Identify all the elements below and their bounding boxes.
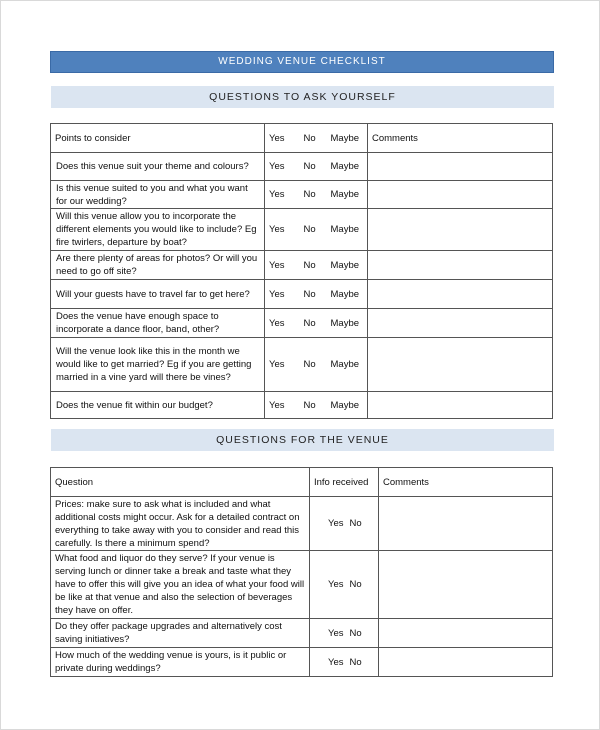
maybe-option[interactable]: Maybe (327, 280, 368, 309)
no-option[interactable]: No (300, 153, 327, 181)
maybe-option[interactable]: Maybe (327, 309, 368, 338)
question-cell: Does the venue fit within our budget? (51, 392, 265, 419)
table-row (51, 497, 553, 551)
no-option[interactable]: No (346, 619, 379, 648)
maybe-option[interactable]: Maybe (327, 251, 368, 280)
question-cell: Do they offer package upgrades and alternatively cost saving initiatives? (51, 619, 310, 648)
table-row (51, 181, 553, 209)
comments-cell[interactable] (368, 392, 553, 419)
comments-cell[interactable] (368, 181, 553, 209)
maybe-option[interactable]: Maybe (327, 181, 368, 209)
maybe-option[interactable]: Maybe (327, 392, 368, 419)
yes-option[interactable]: Yes (310, 497, 346, 551)
table-row (51, 551, 553, 619)
yes-option[interactable]: Yes (265, 338, 300, 392)
column-header-info-received: Info received (310, 468, 379, 497)
yes-option[interactable]: Yes (265, 251, 300, 280)
table-row (51, 648, 553, 677)
yes-option[interactable]: Yes (310, 551, 346, 619)
comments-cell[interactable] (379, 648, 553, 677)
no-option[interactable]: No (346, 497, 379, 551)
comments-cell[interactable] (368, 280, 553, 309)
column-header-question: Question (51, 468, 310, 497)
table-row (51, 392, 553, 419)
yes-option[interactable]: Yes (265, 280, 300, 309)
no-option[interactable]: No (300, 181, 327, 209)
column-header-no: No (300, 124, 327, 153)
no-option[interactable]: No (346, 551, 379, 619)
question-cell: Will your guests have to travel far to get here? (51, 280, 265, 309)
table-row (51, 619, 553, 648)
comments-cell[interactable] (368, 309, 553, 338)
no-option[interactable]: No (300, 309, 327, 338)
column-header-maybe: Maybe (327, 124, 368, 153)
section-heading-yourself: QUESTIONS TO ASK YOURSELF (51, 86, 554, 108)
yes-option[interactable]: Yes (265, 181, 300, 209)
table-header-row (51, 124, 553, 153)
table-header-row (51, 468, 553, 497)
question-cell: Is this venue suited to you and what you want for our wedding? (51, 181, 265, 209)
yes-option[interactable]: Yes (265, 153, 300, 181)
question-cell: Does the venue have enough space to incorporate a dance floor, band, other? (51, 309, 265, 338)
column-header-comments: Comments (368, 124, 553, 153)
comments-cell[interactable] (368, 338, 553, 392)
yes-option[interactable]: Yes (265, 309, 300, 338)
maybe-option[interactable]: Maybe (327, 338, 368, 392)
table-row (51, 209, 553, 251)
section-heading-venue: QUESTIONS FOR THE VENUE (51, 429, 554, 451)
maybe-option[interactable]: Maybe (327, 153, 368, 181)
column-header-points: Points to consider (51, 124, 265, 153)
question-cell: Does this venue suit your theme and colours? (51, 153, 265, 181)
column-header-comments: Comments (379, 468, 553, 497)
comments-cell[interactable] (379, 551, 553, 619)
document-title: WEDDING VENUE CHECKLIST (50, 51, 554, 73)
comments-cell[interactable] (368, 251, 553, 280)
yourself-checklist-table (50, 123, 553, 419)
question-cell: Prices: make sure to ask what is included and what additional costs might occur. Ask for a detailed contract on everything to take away with you to consider and read this carefully. Is there a minimum spend? (51, 497, 310, 551)
table-row (51, 251, 553, 280)
question-cell: Will the venue look like this in the month we would like to get married? Eg if you are getting married in a vine yard will there be vines? (51, 338, 265, 392)
comments-cell[interactable] (368, 153, 553, 181)
no-option[interactable]: No (300, 251, 327, 280)
no-option[interactable]: No (346, 648, 379, 677)
table-row (51, 280, 553, 309)
no-option[interactable]: No (300, 338, 327, 392)
yes-option[interactable]: Yes (265, 209, 300, 251)
no-option[interactable]: No (300, 280, 327, 309)
yes-option[interactable]: Yes (265, 392, 300, 419)
no-option[interactable]: No (300, 209, 327, 251)
column-header-yes: Yes (265, 124, 300, 153)
maybe-option[interactable]: Maybe (327, 209, 368, 251)
question-cell: How much of the wedding venue is yours, is it public or private during weddings? (51, 648, 310, 677)
table-row (51, 153, 553, 181)
question-cell: Will this venue allow you to incorporate the different elements you would like to include? Eg fire twirlers, departure by boat? (51, 209, 265, 251)
venue-questions-table (50, 467, 553, 677)
table-row (51, 309, 553, 338)
comments-cell[interactable] (379, 619, 553, 648)
yes-option[interactable]: Yes (310, 648, 346, 677)
no-option[interactable]: No (300, 392, 327, 419)
question-cell: Are there plenty of areas for photos? Or will you need to go off site? (51, 251, 265, 280)
comments-cell[interactable] (368, 209, 553, 251)
table-row (51, 338, 553, 392)
comments-cell[interactable] (379, 497, 553, 551)
question-cell: What food and liquor do they serve? If your venue is serving lunch or dinner take a break and taste what they have to offer this will give you an idea of what your food will be like at that venue and also the selection of beverages they have on offer. (51, 551, 310, 619)
yes-option[interactable]: Yes (310, 619, 346, 648)
